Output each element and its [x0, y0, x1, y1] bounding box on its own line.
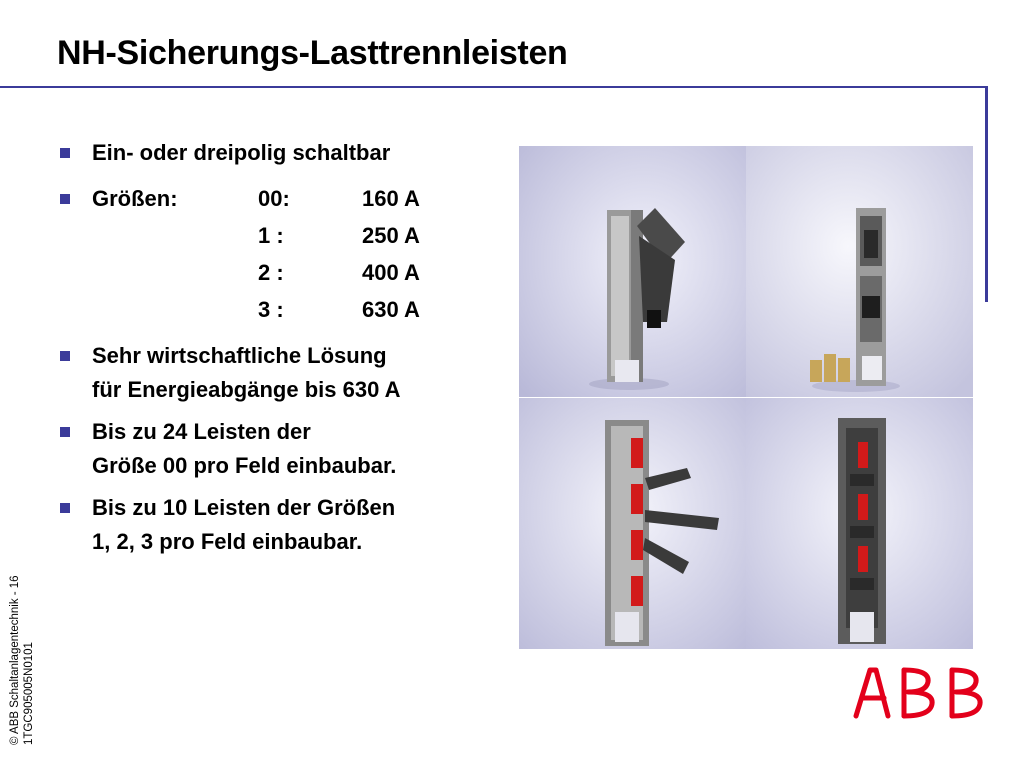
current-value: 630 A	[362, 297, 420, 322]
bullet-text: Ein- oder dreipolig schaltbar	[92, 140, 391, 165]
bullet-item	[58, 339, 498, 407]
bullet-square-icon	[60, 194, 70, 204]
bullet-list	[58, 136, 498, 559]
current-value: 250 A	[362, 223, 420, 248]
side-footer	[8, 575, 36, 745]
sizes-table	[92, 182, 498, 327]
current-value: 400 A	[362, 260, 420, 285]
bullet-item	[58, 415, 498, 483]
abb-logo-icon	[848, 658, 998, 731]
abb-logo-mark	[848, 658, 998, 726]
product-photo-three-pole-open	[519, 398, 746, 649]
slide-title: NH-Sicherungs-Lasttrennleisten	[57, 34, 568, 72]
document-id: 1TGC905005N0101	[23, 642, 35, 745]
bullet-text-line: Größe 00 pro Feld einbaubar.	[92, 453, 397, 478]
product-photo-grid	[519, 146, 973, 649]
right-divider	[985, 86, 988, 302]
bullet-text-line: 1, 2, 3 pro Feld einbaubar.	[92, 529, 363, 554]
sizes-label: Größen:	[92, 186, 178, 211]
bullet-item	[58, 491, 498, 559]
bullet-square-icon	[60, 351, 70, 361]
bullet-text-line: Bis zu 24 Leisten der	[92, 419, 311, 444]
size-value: 2 :	[258, 260, 284, 285]
bullet-item-sizes	[58, 182, 498, 327]
bullet-item	[58, 136, 498, 170]
title-divider	[0, 86, 988, 88]
current-value: 160 A	[362, 186, 420, 211]
bullet-square-icon	[60, 427, 70, 437]
size-value: 00:	[258, 186, 290, 211]
size-value: 1 :	[258, 223, 284, 248]
product-photo-open-strip	[519, 146, 746, 397]
bullet-square-icon	[60, 503, 70, 513]
product-photo-closed-strip	[746, 146, 973, 397]
bullet-text-line: für Energieabgänge bis 630 A	[92, 377, 401, 402]
bullet-square-icon	[60, 148, 70, 158]
bullet-text-line: Sehr wirtschaftliche Lösung	[92, 343, 387, 368]
bullet-text-line: Bis zu 10 Leisten der Größen	[92, 495, 396, 520]
product-photo-three-pole-closed	[746, 398, 973, 649]
copyright-text: © ABB Schaltanlagentechnik - 16	[9, 575, 21, 745]
size-value: 3 :	[258, 297, 284, 322]
